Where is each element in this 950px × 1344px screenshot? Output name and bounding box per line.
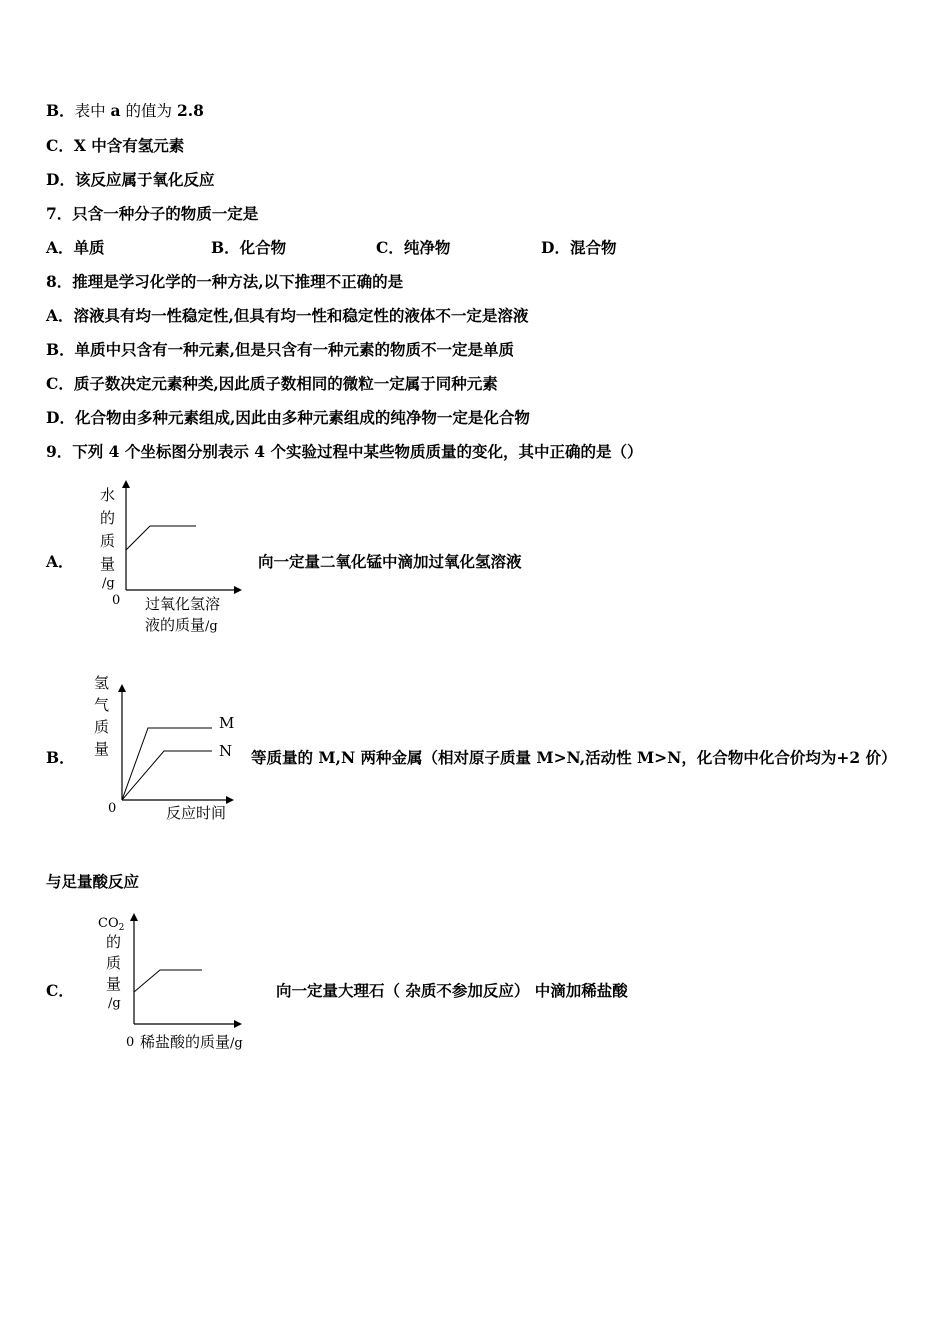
graph-a	[90, 478, 250, 640]
ylabel-char: 质	[100, 532, 116, 550]
xlabel-line2	[145, 616, 218, 634]
q8-option-b	[46, 340, 514, 360]
ylabel-char: 氢	[94, 674, 110, 692]
option-label: A．	[46, 238, 74, 257]
graph-b	[88, 670, 248, 826]
option-text: 单质	[73, 238, 105, 257]
xlabel-text: 稀盐酸的质量	[140, 1033, 231, 1051]
origin-label: 0	[112, 593, 121, 608]
option-text-mid: 的值为	[120, 102, 177, 120]
q9-option-c-label: C．	[46, 981, 74, 1000]
q9-option-a-label: A．	[46, 552, 74, 571]
ylabel-unit: /g	[108, 996, 121, 1011]
option-text: X 中含有氢元素	[73, 136, 185, 155]
question-9: 9．下列 4 个坐标图分别表示 4 个实验过程中某些物质质量的变化，其中正确的是（）	[46, 442, 643, 461]
xlabel-unit: /g	[205, 619, 218, 634]
q9-option-b-continuation: 与足量酸反应	[46, 872, 140, 891]
option-label: B．	[46, 101, 75, 120]
q8-option-d	[46, 408, 530, 428]
xlabel-text: 液的质量	[145, 616, 206, 634]
option-text-pre: 表中	[74, 102, 111, 120]
ylabel-co2	[98, 916, 124, 933]
xlabel-unit: /g	[230, 1036, 243, 1051]
q7-option-d	[541, 238, 616, 258]
xlabel: 反应时间	[166, 804, 227, 822]
q9-option-b-label: B．	[46, 748, 75, 767]
option-label: C．	[376, 238, 404, 257]
option-d-prev	[46, 170, 214, 190]
option-text: 单质中只含有一种元素,但是只含有一种元素的物质不一定是单质	[74, 340, 515, 359]
q7-option-c	[376, 238, 450, 258]
option-text: 纯净物	[403, 238, 451, 257]
q8-option-c	[46, 374, 498, 394]
option-text: 化合物由多种元素组成,因此由多种元素组成的纯净物一定是化合物	[74, 408, 530, 427]
ylabel-co: CO	[98, 916, 119, 931]
ylabel-char: 的	[106, 933, 122, 951]
ylabel-subscript: 2	[118, 923, 125, 933]
series-label-n: N	[219, 742, 233, 760]
origin-label: 0	[126, 1035, 135, 1050]
q9-option-b-text: 等质量的 M,N 两种金属（相对原子质量 M>N,活动性 M>N，化合物中化合价均为+2 价）	[251, 748, 897, 767]
option-value: 2.8	[176, 101, 204, 120]
xlabel	[140, 1033, 243, 1051]
q9-option-c-text: 向一定量大理石（ 杂质不参加反应） 中滴加稀盐酸	[276, 981, 628, 1000]
ylabel-char: 量	[100, 555, 116, 573]
ylabel-char: 量	[94, 740, 110, 758]
ylabel-char: 质	[94, 718, 110, 736]
option-label: B．	[211, 238, 240, 257]
option-text: 质子数决定元素种类,因此质子数相同的微粒一定属于同种元素	[73, 374, 498, 393]
ylabel-char: 量	[106, 975, 122, 993]
q8-option-a	[46, 306, 528, 326]
series-label-m: M	[219, 714, 235, 732]
option-text: 化合物	[239, 238, 287, 257]
option-text: 该反应属于氧化反应	[74, 170, 215, 189]
option-label: D．	[46, 170, 75, 189]
ylabel-char: 水	[100, 486, 116, 504]
graph-c	[92, 906, 262, 1056]
option-label: C．	[46, 136, 74, 155]
option-label: D．	[541, 238, 570, 257]
question-7: 7．只含一种分子的物质一定是	[46, 204, 259, 223]
q9-option-a-text: 向一定量二氧化锰中滴加过氧化氢溶液	[258, 552, 522, 571]
q7-option-b	[211, 238, 286, 258]
option-label: C．	[46, 374, 74, 393]
option-text: 溶液具有均一性稳定性,但具有均一性和稳定性的液体不一定是溶液	[73, 306, 529, 325]
option-c-prev	[46, 136, 184, 156]
ylabel-char: 气	[94, 696, 110, 714]
option-var: a	[110, 101, 121, 120]
xlabel-line1: 过氧化氢溶	[145, 595, 221, 613]
option-b-prev	[46, 101, 204, 121]
question-8: 8．推理是学习化学的一种方法,以下推理不正确的是	[46, 272, 404, 291]
option-label: D．	[46, 408, 75, 427]
ylabel-char: 的	[100, 509, 116, 527]
ylabel-unit: /g	[102, 576, 115, 591]
option-label: B．	[46, 340, 75, 359]
option-label: A．	[46, 306, 74, 325]
option-text: 混合物	[569, 238, 617, 257]
ylabel-char: 质	[106, 954, 122, 972]
origin-label: 0	[108, 801, 117, 816]
q7-option-a	[46, 238, 105, 258]
